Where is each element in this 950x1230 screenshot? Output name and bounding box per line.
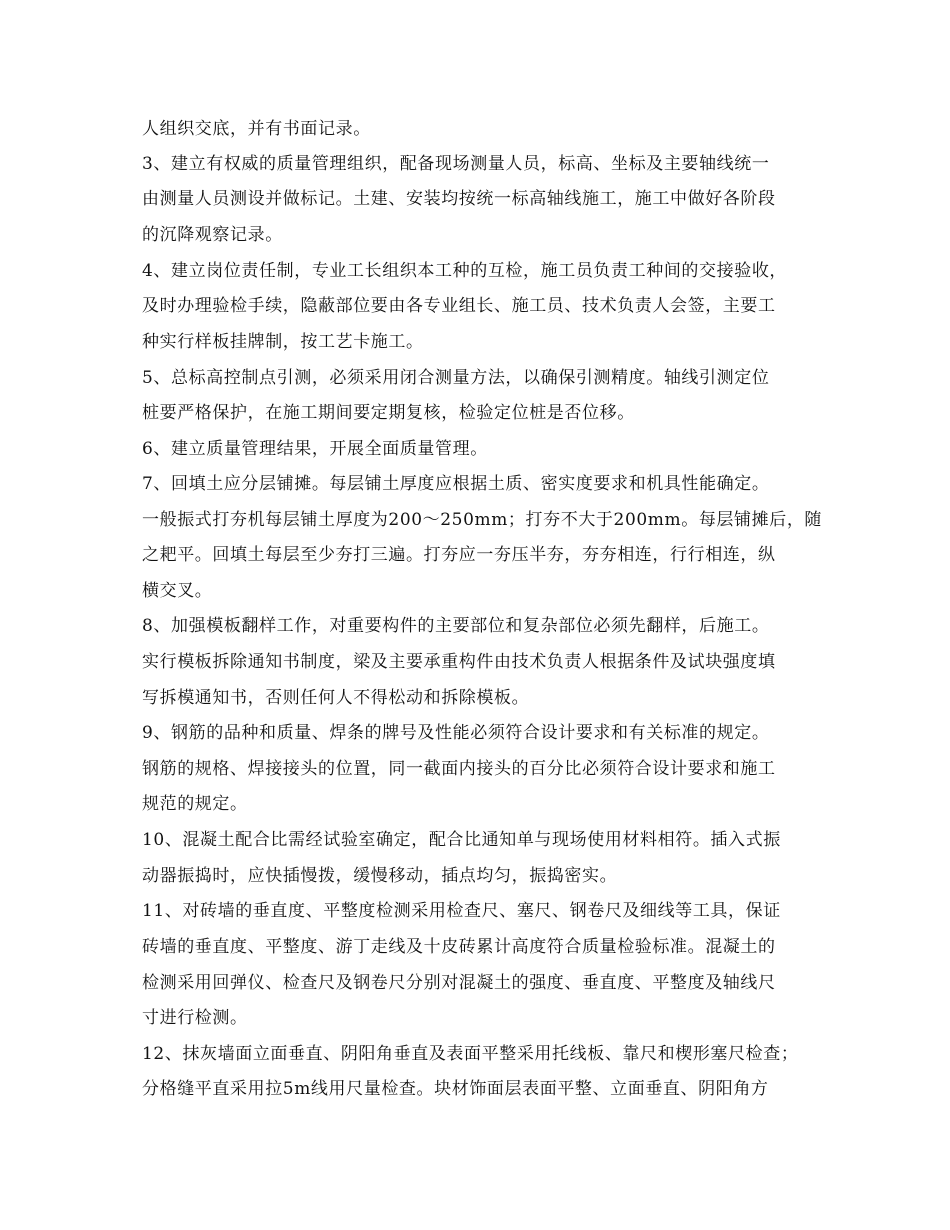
text-line: 检测采用回弹仪、检查尺及钢卷尺分别对混凝土的强度、垂直度、平整度及轴线尺 (142, 973, 776, 993)
text-line: 砖墙的垂直度、平整度、游丁走线及十皮砖累计高度符合质量检验标准。混凝土的 (142, 937, 776, 957)
text-line: 之耙平。回填土每层至少夯打三遍。打夯应一夯压半夯，夯夯相连，行行相连，纵 (142, 545, 776, 565)
text-line: 4、建立岗位责任制，专业工长组织本工种的互检，施工员负责工种间的交接验收， (142, 261, 788, 281)
text-line: 12、抹灰墙面立面垂直、阴阳角垂直及表面平整采用托线板、靠尺和楔形塞尺检查； (142, 1044, 799, 1064)
text-line: 分格缝平直采用拉5m线用尺量检查。块材饰面层表面平整、立面垂直、阴阳角方 (142, 1079, 769, 1099)
text-line: 6、建立质量管理结果，开展全面质量管理。 (142, 439, 488, 459)
text-line: 9、钢筋的品种和质量、焊条的牌号及性能必须符合设计要求和有关标准的规定。 (142, 723, 770, 743)
text-line: 11、对砖墙的垂直度、平整度检测采用检查尺、塞尺、钢卷尺及细线等工具，保证 (142, 901, 781, 921)
text-line: 写拆模通知书，否则任何人不得松动和拆除模板。 (142, 688, 530, 708)
text-line: 钢筋的规格、焊接接头的位置，同一截面内接头的百分比必须符合设计要求和施工 (142, 759, 776, 779)
text-line: 的沉降观察记录。 (142, 225, 283, 245)
text-line: 3、建立有权威的质量管理组织，配备现场测量人员，标高、坐标及主要轴线统一 (142, 154, 770, 174)
text-line: 8、加强模板翻样工作，对重要构件的主要部位和复杂部位必须先翻样，后施工。 (142, 616, 770, 636)
text-line: 人组织交底，并有书面记录。 (142, 119, 371, 139)
text-line: 10、混凝土配合比需经试验室确定，配合比通知单与现场使用材料相符。插入式振 (142, 830, 781, 850)
text-line: 及时办理验检手续，隐蔽部位要由各专业组长、施工员、技术负责人会签，主要工 (142, 296, 776, 316)
text-line: 7、回填土应分层铺摊。每层铺土厚度应根据土质、密实度要求和机具性能确定。 (142, 474, 770, 494)
text-line: 一般振式打夯机每层铺土厚度为200～250mm；打夯不大于200mm。每层铺摊后，随 (142, 510, 823, 530)
text-line: 横交叉。 (142, 581, 213, 601)
text-line: 实行模板拆除通知书制度，梁及主要承重构件由技术负责人根据条件及试块强度填 (142, 652, 776, 672)
text-line: 规范的规定。 (142, 794, 248, 814)
text-line: 由测量人员测设并做标记。土建、安装均按统一标高轴线施工，施工中做好各阶段 (142, 189, 776, 209)
text-line: 动器振捣时，应快插慢拨，缓慢移动，插点均匀，振捣密实。 (142, 866, 618, 886)
text-line: 5、总标高控制点引测，必须采用闭合测量方法，以确保引测精度。轴线引测定位 (142, 368, 770, 388)
text-line: 寸进行检测。 (142, 1008, 248, 1028)
text-line: 桩要严格保护，在施工期间要定期复核，检验定位桩是否位移。 (142, 403, 635, 423)
text-line: 种实行样板挂牌制，按工艺卡施工。 (142, 332, 424, 352)
